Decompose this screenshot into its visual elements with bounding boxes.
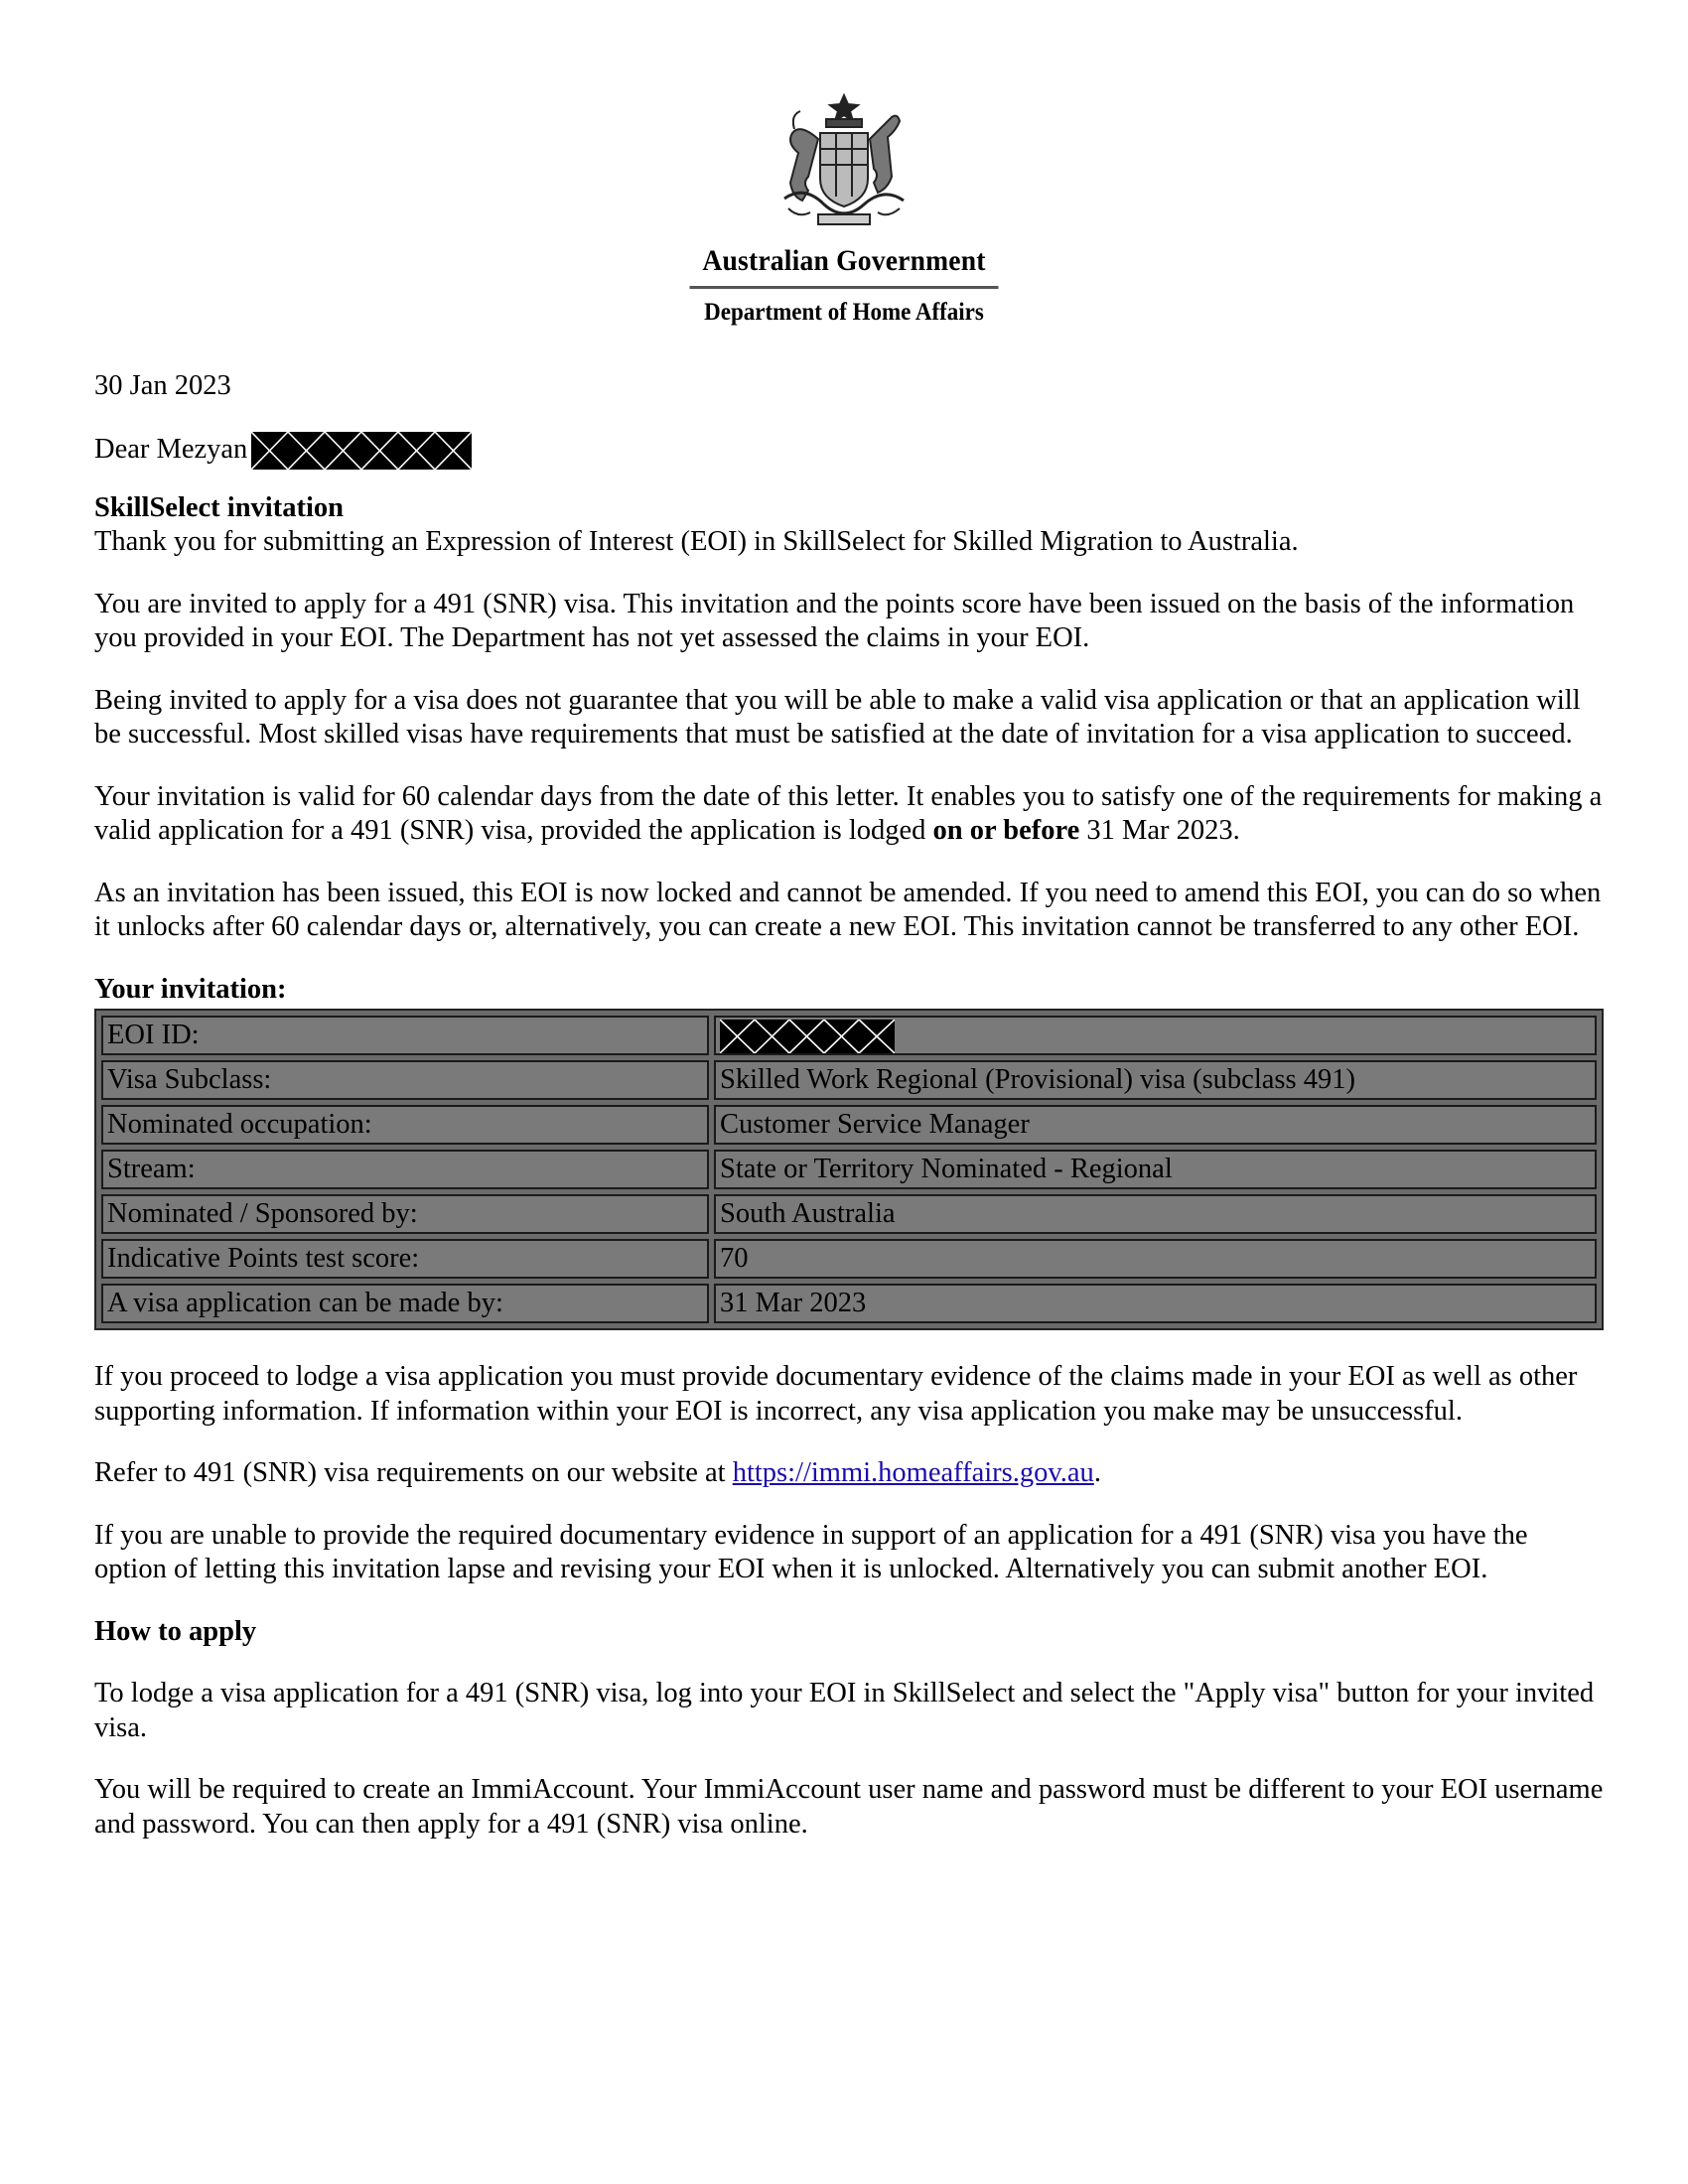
lodge-paragraph: To lodge a visa application for a 491 (SNR) visa, log into your EOI in SkillSelect and select the "Apply visa" button for your invited visa. bbox=[94, 1678, 1595, 1743]
row-label: Stream: bbox=[101, 1150, 709, 1189]
table-row bbox=[101, 1150, 1597, 1189]
validity-paragraph bbox=[94, 780, 1604, 849]
how-to-apply-heading: How to apply bbox=[94, 1615, 257, 1647]
table-row bbox=[101, 1284, 1597, 1323]
redacted-surname bbox=[251, 432, 472, 470]
intro-paragraph: Thank you for submitting an Expression of Interest (EOI) in SkillSelect for Skilled Migration to Australia. bbox=[94, 526, 1299, 557]
row-value bbox=[714, 1016, 1597, 1055]
evidence-paragraph: If you proceed to lodge a visa application you must provide documentary evidence of the claims made in your EOI as well as other supporting information. If information within your EOI is incorrect, any visa application you make may be unsuccessful. bbox=[94, 1361, 1578, 1427]
row-value: State or Territory Nominated - Regional bbox=[714, 1150, 1597, 1189]
row-label: Nominated occupation: bbox=[101, 1105, 709, 1145]
requirements-paragraph bbox=[94, 1456, 1604, 1491]
salutation-text: Dear Mezyan bbox=[94, 434, 248, 466]
letter-date: 30 Jan 2023 bbox=[94, 370, 231, 401]
validity-end: 31 Mar 2023. bbox=[1079, 815, 1240, 846]
row-label: Visa Subclass: bbox=[101, 1060, 709, 1100]
department-name: Department of Home Affairs bbox=[704, 299, 984, 326]
requirements-text: Refer to 491 (SNR) visa requirements on our website at bbox=[94, 1457, 733, 1488]
invited-paragraph: You are invited to apply for a 491 (SNR) visa. This invitation and the points score have been issued on the basis of the information you provided in your EOI. The Department has not yet assessed the claims in your EOI. bbox=[94, 588, 1575, 653]
table-row bbox=[101, 1105, 1597, 1145]
row-value: Customer Service Manager bbox=[714, 1105, 1597, 1145]
row-label: EOI ID: bbox=[101, 1016, 709, 1055]
guarantee-paragraph: Being invited to apply for a visa does not guarantee that you will be able to make a valid visa application or that an application will be successful. Most skilled visas have requirements that must be satisfied at the date of invitation for a visa application to succeed. bbox=[94, 684, 1581, 750]
immiaccount-paragraph: You will be required to create an ImmiAccount. Your ImmiAccount user name and password must be different to your EOI username and password. You can then apply for a 491 (SNR) visa online. bbox=[94, 1774, 1604, 1840]
validity-text: Your invitation is valid for 60 calendar days from the date of this letter. It enables you to satisfy one of the requirements for making a valid application for a 491 (SNR) visa, provided the application is lodged bbox=[94, 780, 1603, 846]
row-value: South Australia bbox=[714, 1194, 1597, 1234]
row-value: 70 bbox=[714, 1239, 1597, 1279]
lapse-paragraph: If you are unable to provide the required documentary evidence in support of an application for a 491 (SNR) visa you have the option of letting this invitation lapse and revising your EOI when it is unlocked. Alternatively you can submit another EOI. bbox=[94, 1519, 1528, 1584]
row-value: 31 Mar 2023 bbox=[714, 1284, 1597, 1323]
coat-of-arms-icon bbox=[765, 89, 923, 238]
locked-paragraph: As an invitation has been issued, this EOI is now locked and cannot be amended. If you need to amend this EOI, you can do so when it unlocks after 60 calendar days or, alternatively, you can create a new EOI. This invitation cannot be transferred to any other EOI. bbox=[94, 877, 1602, 942]
row-value: Skilled Work Regional (Provisional) visa (subclass 491) bbox=[714, 1060, 1597, 1100]
table-row bbox=[101, 1060, 1597, 1100]
letter-body bbox=[94, 369, 1604, 1869]
row-label: Nominated / Sponsored by: bbox=[101, 1194, 709, 1234]
row-label: A visa application can be made by: bbox=[101, 1284, 709, 1323]
table-row bbox=[101, 1016, 1597, 1055]
salutation bbox=[94, 432, 1604, 470]
redacted-eoi-id bbox=[720, 1020, 895, 1053]
invitation-heading: Your invitation: bbox=[94, 973, 287, 1005]
letterhead bbox=[0, 89, 1688, 327]
table-row bbox=[101, 1239, 1597, 1279]
table-row bbox=[101, 1194, 1597, 1234]
validity-bold: on or before bbox=[932, 815, 1080, 846]
government-name: Australian Government bbox=[690, 244, 999, 289]
invitation-table bbox=[94, 1009, 1604, 1330]
requirements-end: . bbox=[1093, 1457, 1101, 1488]
row-label: Indicative Points test score: bbox=[101, 1239, 709, 1279]
letter-title: SkillSelect invitation bbox=[94, 491, 344, 523]
website-link[interactable]: https://immi.homeaffairs.gov.au bbox=[732, 1457, 1094, 1488]
